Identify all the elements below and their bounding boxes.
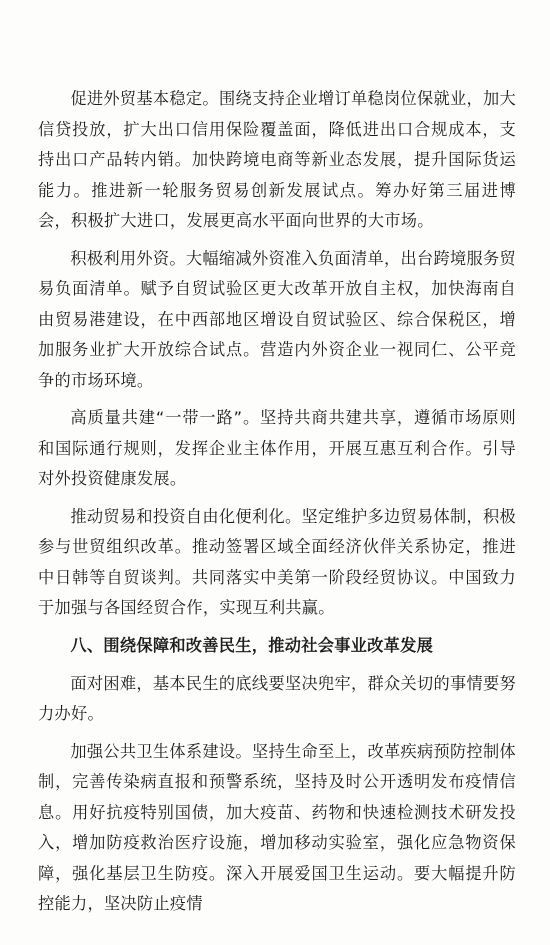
paragraph-text: 坚持共商共建共享，遵循市场原则和国际通行规则，发挥企业主体作用，开展互惠互利合作。引导对外投资健康发展。 (38, 408, 516, 488)
paragraph-foreign-trade (38, 84, 516, 237)
paragraph-belt-and-road (38, 403, 516, 495)
paragraph-lead: 加强公共卫生体系建设。 (70, 741, 252, 761)
paragraph-livelihood (38, 669, 516, 730)
paragraph-text: 围绕支持企业增订单稳岗位保就业，加大信贷投放，扩大出口信用保险覆盖面，降低进出口合规成本，支持出口产品转内销。加快跨境电商等新业态发展，提升国际货运能力。推进新一轮服务贸易创新发展试点。筹办好第三届进博会，积极扩大进口，发展更高水平面向世界的大市场。 (38, 89, 516, 230)
paragraph-foreign-investment (38, 244, 516, 397)
paragraph-public-health (38, 737, 516, 920)
section-heading: 八、围绕保障和改善民生，推动社会事业改革发展 (70, 635, 434, 655)
paragraph-lead: 积极利用外资。 (70, 248, 186, 268)
paragraph-text: 坚定维护多边贸易体制，积极参与世贸组织改革。推动签署区域全面经济伙伴关系协定，推进中日韩等自贸谈判。共同落实中美第一阶段经贸协议。中国致力于加强与各国经贸合作，实现互利共赢。 (38, 506, 516, 617)
paragraph-text: 坚持生命至上，改革疾病预防控制体制，完善传染病直报和预警系统，坚持及时公开透明发布疫情信息。用好抗疫特别国债，加大疫苗、药物和快速检测技术研发投入，增加防疫救治医疗设施，增加移动实验室，强化应急物资保障，强化基层卫生防疫。深入开展爱国卫生运动。要大幅提升防控能力，坚决防止疫情 (38, 741, 516, 913)
paragraph-text: 大幅缩减外资准入负面清单，出台跨境服务贸易负面清单。赋予自贸试验区更大改革开放自主权，加快海南自由贸易港建设，在中西部地区增设自贸试验区、综合保税区，增加服务业扩大开放综合试点。营造内外资企业一视同仁、公平竞争的市场环境。 (38, 248, 516, 390)
paragraph-text: 面对困难，基本民生的底线要坚决兜牢，群众关切的事情要努力办好。 (38, 673, 516, 723)
document-body (38, 84, 516, 927)
paragraph-trade-liberalization (38, 502, 516, 624)
paragraph-lead: 推动贸易和投资自由化便利化。 (70, 506, 302, 526)
paragraph-lead: 促进外贸基本稳定。 (70, 89, 219, 108)
paragraph-lead: 高质量共建“一带一路”。 (70, 408, 261, 427)
